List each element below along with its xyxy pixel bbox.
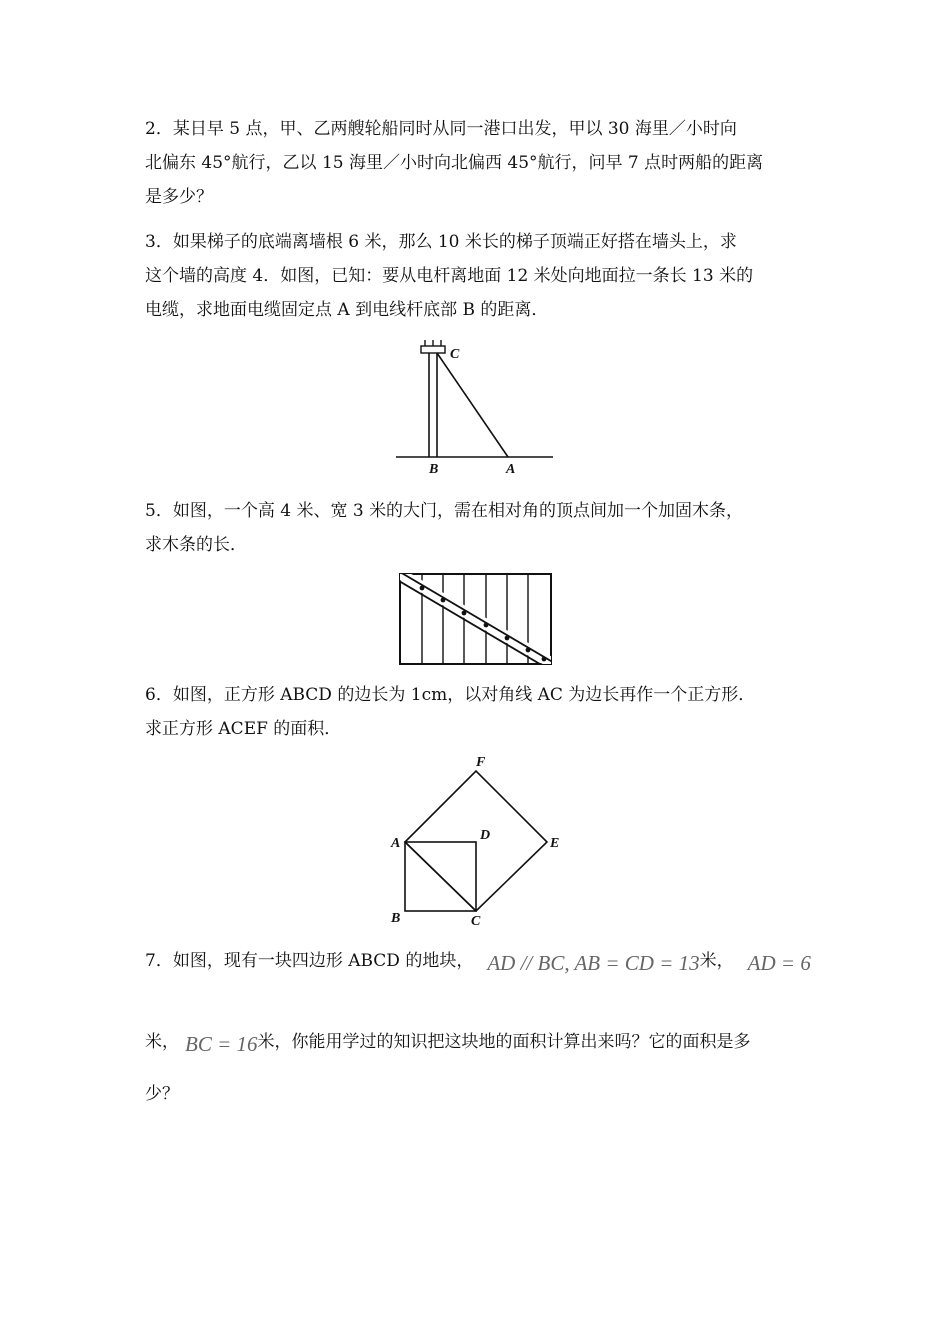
problem-2-line-2: 北偏东 45°航行，乙以 15 海里／小时向北偏西 45°航行，问早 7 点时两船的距离 — [145, 153, 764, 173]
label-c: C — [450, 347, 460, 362]
problem-3-line-2: 这个墙的高度 4．如图，已知：要从电杆离地面 12 米处向地面拉一条长 13 米的 — [145, 266, 754, 286]
diagonal-ac — [405, 842, 476, 911]
problem-7-line-2 — [145, 1020, 813, 1062]
problem-5-line-2: 求木条的长． — [145, 535, 247, 555]
problem-7-cont — [145, 1020, 813, 1062]
pole-cable-figure — [390, 335, 560, 480]
label-d: D — [480, 828, 491, 843]
problem-7-line-2-text: 米，你能用学过的知识把这块地的面积计算出来吗？它的面积是多 — [257, 1032, 751, 1052]
label-e: E — [550, 836, 560, 851]
math-ad-parallel-bc: AD // BC, AB = CD = 13 — [487, 951, 700, 975]
problem-2-line-3: 是多少？ — [145, 187, 213, 207]
label-b: B — [391, 911, 401, 926]
problem-5-line-1: 5．如图，一个高 4 米、宽 3 米的大门，需在相对角的顶点间加一个加固木条， — [145, 501, 744, 521]
unit-meter-2: 米， — [145, 1032, 179, 1052]
gate-figure — [398, 572, 554, 666]
math-bc-length: BC = 16 — [185, 1032, 258, 1056]
problem-2-line-1: 2．某日早 5 点，甲、乙两艘轮船同时从同一港口出发，甲以 30 海里／小时向 — [145, 119, 737, 139]
label-a: A — [506, 462, 516, 477]
problem-6-line-2: 求正方形 ACEF 的面积． — [145, 719, 342, 739]
problem-7 — [145, 940, 813, 980]
cable-line — [437, 353, 508, 457]
problem-3-line-1: 3．如果梯子的底端离墙根 6 米，那么 10 米长的梯子顶端正好搭在墙头上，求 — [145, 232, 737, 252]
problem-3 — [145, 225, 813, 327]
problem-6 — [145, 678, 813, 746]
problem-7-end — [145, 1077, 813, 1111]
label-b: B — [429, 462, 439, 477]
pole-crossbar — [421, 346, 445, 353]
problem-7-line-1 — [145, 940, 813, 980]
label-a: A — [391, 836, 401, 851]
math-ad-length: AD = 6 — [747, 951, 811, 975]
problem-3-line-3: 电缆，求地面电缆固定点 A 到电线杆底部 B 的距离． — [145, 300, 549, 320]
squares-figure — [385, 752, 570, 932]
problem-7-line-3: 少？ — [145, 1084, 179, 1104]
problem-6-line-1: 6．如图，正方形 ABCD 的边长为 1cm，以对角线 AC 为边长再作一个正方形． — [145, 685, 756, 705]
unit-meter-1: 米， — [699, 951, 734, 971]
problem-7-line-1-text: 7．如图，现有一块四边形 ABCD 的地块， — [145, 951, 474, 971]
problem-5 — [145, 494, 813, 562]
label-f: F — [476, 755, 486, 770]
label-c: C — [471, 914, 481, 929]
problem-2 — [145, 112, 813, 214]
